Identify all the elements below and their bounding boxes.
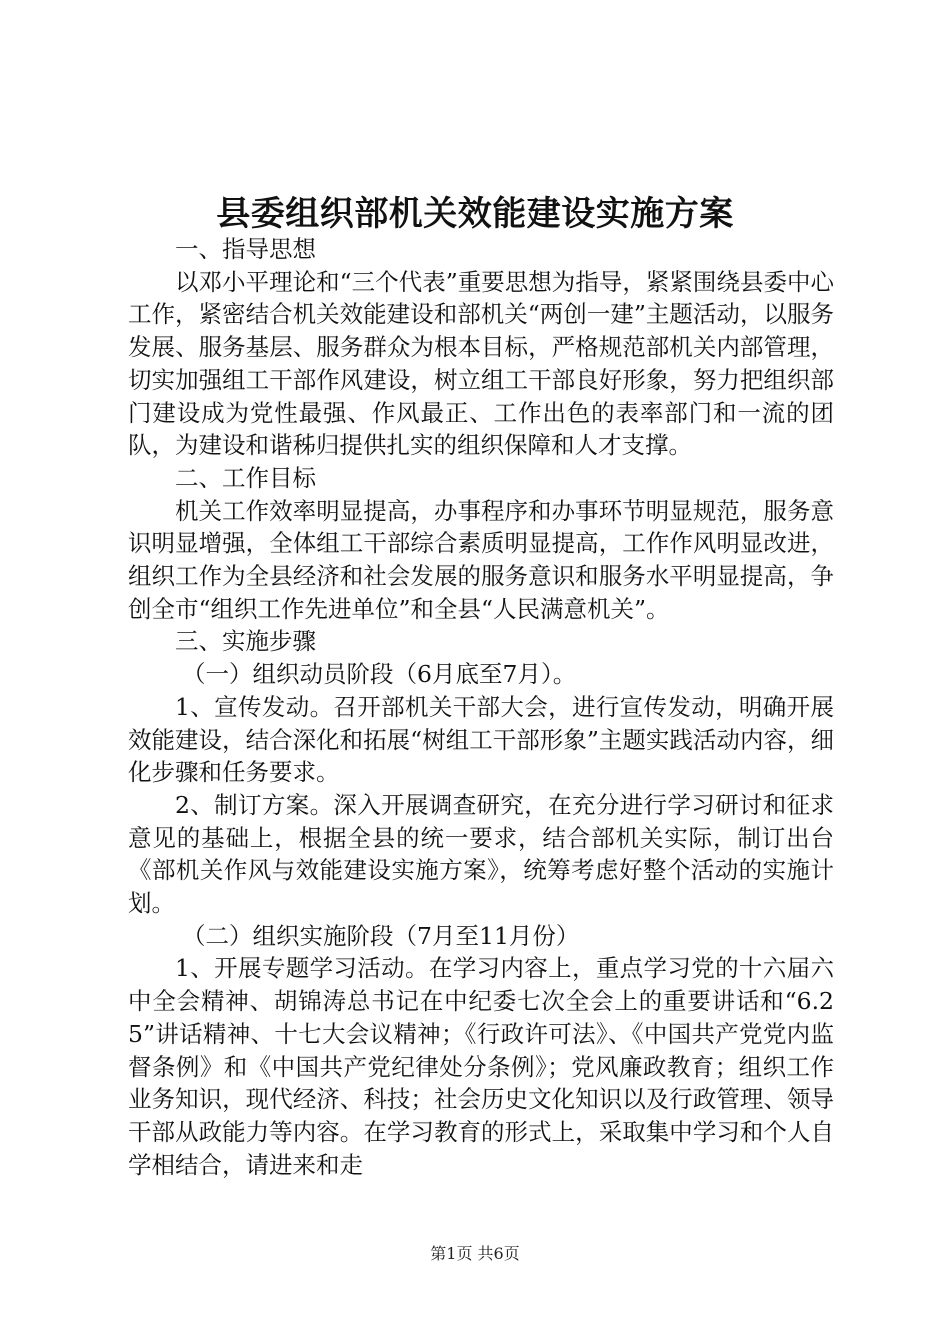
document-title: 县委组织部机关效能建设实施方案 xyxy=(216,194,734,234)
section-heading-implementation-steps: 三、实施步骤 xyxy=(175,627,316,656)
paragraph-plan-drafting: 2、制订方案。深入开展调查研究，在充分进行学习研讨和征求意见的基础上，根据全县的统一要求，结合部机关实际，制订出台《部机关作风与效能建设实施方案》，统筹考虑好整个活动的实施计划。 xyxy=(128,790,834,918)
paragraph-work-goals: 机关工作效率明显提高，办事程序和办事环节明显规范，服务意识明显增强，全体组工干部综合素质明显提高，工作作风明显改进，组织工作为全县经济和社会发展的服务意识和服务水平明显提高，争创全市“组织工作先进单位”和全县“人民满意机关”。 xyxy=(128,496,834,623)
paragraph-publicity: 1、宣传发动。召开部机关干部大会，进行宣传发动，明确开展效能建设，结合深化和拓展“树组工干部形象”主题实践活动内容，细化步骤和任务要求。 xyxy=(128,692,834,787)
document-body xyxy=(128,233,834,1181)
paragraph-study-activity: 1、开展专题学习活动。在学习内容上，重点学习党的十六届六中全会精神、胡锦涛总书记在中纪委七次全会上的重要讲话和“6.25”讲话精神、十七大会议精神；《行政许可法》、《中国共产党党内监督条例》和《中国共产党纪律处分条例》；党风廉政教育；组织工作业务知识，现代经济、科技；社会历史文化知识以及行政管理、领导干部从政能力等内容。在学习教育的形式上，采取集中学习和个人自学相结合，请进来和走 xyxy=(128,954,834,1179)
section-heading-guiding-thought: 一、指导思想 xyxy=(175,235,316,263)
section-heading-work-goals: 二、工作目标 xyxy=(175,463,316,492)
page-footer: 第1页 共6页 xyxy=(430,1244,520,1263)
paragraph-guiding-thought: 以邓小平理论和“三个代表”重要思想为指导，紧紧围绕县委中心工作，紧密结合机关效能建设和部机关“两创一建”主题活动，以服务发展、服务基层、服务群众为根本目标，严格规范部机关内部管理，切实加强组工干部作风建设，树立组工干部良好形象，努力把组织部门建设成为党性最强、作风最正、工作出色的表率部门和一流的团队，为建设和谐秭归提供扎实的组织保障和人才支撑。 xyxy=(128,267,834,460)
subsection-heading-mobilization: （一）组织动员阶段（6月底至7月）。 xyxy=(182,660,577,689)
subsection-heading-implementation: （二）组织实施阶段（7月至11月份） xyxy=(182,921,580,950)
